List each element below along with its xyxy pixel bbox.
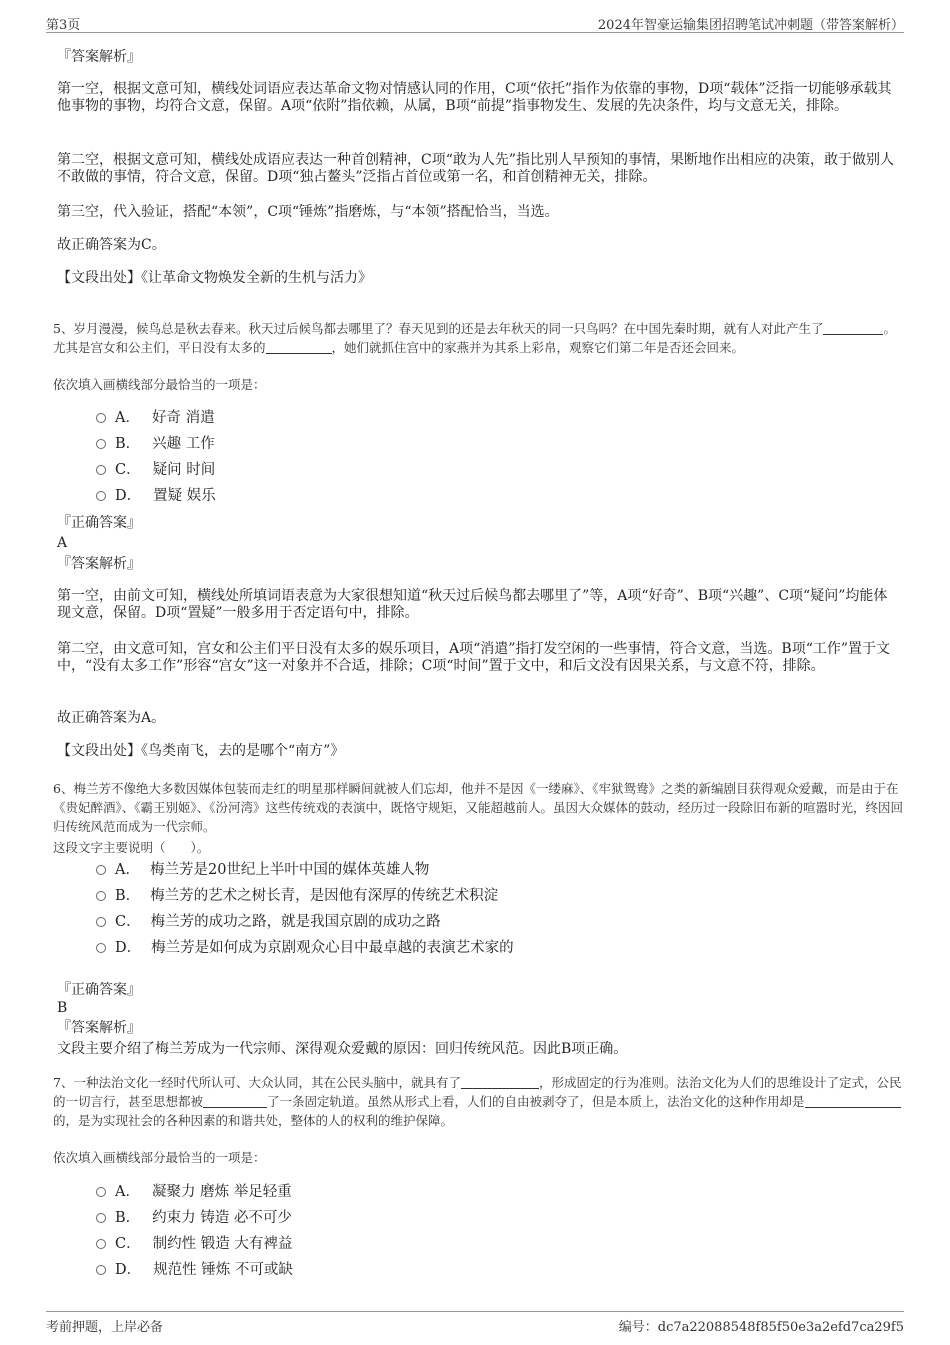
footer-slogan: 考前押题，上岸必备 — [46, 1320, 164, 1335]
q7-prompt: 依次填入画横线部分最恰当的一项是： — [53, 1150, 266, 1165]
q6-option-d[interactable]: D． 梅兰芳是如何成为京剧观众心目中最卓越的表演艺术家的 — [96, 938, 514, 958]
q4-source: 【文段出处】《让革命文物焕发全新的生机与活力》 — [57, 270, 372, 286]
q7-option-d[interactable]: D． 规范性 锤炼 不可或缺 — [96, 1260, 293, 1280]
q5-option-a[interactable]: A． 好奇 消遣 — [96, 408, 215, 428]
q7-option-a[interactable]: A． 凝聚力 磨炼 举足轻重 — [96, 1182, 292, 1202]
q5-conclusion: 故正确答案为A。 — [57, 710, 166, 726]
radio-icon[interactable] — [96, 1213, 106, 1223]
q7-option-b[interactable]: B． 约束力 铸造 必不可少 — [96, 1208, 292, 1228]
q6-option-b[interactable]: B． 梅兰芳的艺术之树长青，是因他有深厚的传统艺术积淀 — [96, 886, 498, 906]
q6-analysis: 文段主要介绍了梅兰芳成为一代宗师、深得观众爱戴的原因：回归传统风范。因此B项正确。 — [57, 1041, 628, 1057]
q5-analysis-p2: 第二空，由文意可知，宫女和公主们平日没有太多的娱乐项目，A项“消遣”指打发空闲的一些事情，符合文意，当选。B项“工作”置于文中，“没有太多工作”形容“宫女”这一对象并不合适，排除；C项“时间”置于文中，和后文没有因果关系，与文意不符，排除。 — [57, 641, 891, 674]
page-number: 第3页 — [46, 18, 81, 33]
blank — [805, 1094, 901, 1108]
document-title: 2024年智豪运输集团招聘笔试冲刺题（带答案解析） — [597, 18, 904, 33]
q4-analysis-p2: 第二空，根据文意可知，横线处成语应表达一种首创精神，C项“敢为人先”指比别人早预知的事情，果断地作出相应的决策，敢于做别人不敢做的事情，符合文意，保留。D项“独占鳌头”泛指占首位或第一名，和首创精神无关，排除。 — [57, 152, 895, 185]
blank — [823, 321, 883, 335]
radio-icon[interactable] — [96, 1239, 106, 1249]
radio-icon[interactable] — [96, 865, 106, 875]
blank — [203, 1094, 267, 1108]
radio-icon[interactable] — [96, 439, 106, 449]
radio-icon[interactable] — [96, 943, 106, 953]
q6-option-a[interactable]: A． 梅兰芳是20世纪上半叶中国的媒体英雄人物 — [96, 860, 429, 880]
q5-prompt: 依次填入画横线部分最恰当的一项是： — [53, 377, 266, 392]
page-header — [46, 10, 904, 33]
q5-option-d[interactable]: D． 置疑 娱乐 — [96, 486, 216, 506]
q5-analysis-p1: 第一空，由前文可知，横线处所填词语表意为大家很想知道“秋天过后候鸟都去哪里了”等，A项“好奇”、B项“兴趣”、C项“疑问”均能体现文意，保留。D项“置疑”一般多用于否定语句中，排除。 — [57, 588, 888, 621]
q5-question: 5、岁月漫漫，候鸟总是秋去春来。秋天过后候鸟都去哪里了？春天见到的还是去年秋天的同一只鸟吗？在中国先秦时期，就有人对此产生了 。尤其是宫女和公主们，平日没有太多的 ，她们就抓住宫中的家燕并为其系上彩帛，观察它们第二年是否还会回来。 — [53, 321, 896, 355]
q5-option-c[interactable]: C． 疑问 时间 — [96, 460, 215, 480]
q4-analysis-p1: 第一空，根据文意可知，横线处词语应表达革命文物对情感认同的作用，C项“依托”指作为依靠的事物，D项“载体”泛指一切能够承载其他事物的事物，均符合文意，保留。A项“依附”指依赖，从属，B项“前提”指事物发生、发展的先决条件，均与文意无关，排除。 — [57, 81, 892, 114]
blank — [461, 1075, 539, 1089]
radio-icon[interactable] — [96, 465, 106, 475]
q4-analysis-p3: 第三空，代入验证，搭配“本领”，C项“锤炼”指磨炼，与“本领”搭配恰当，当选。 — [57, 204, 559, 220]
radio-icon[interactable] — [96, 917, 106, 927]
q7-question: 7、一种法治文化一经时代所认可、大众认同，其在公民头脑中，就具有了 ，形成固定的行为准则。法治文化为人们的思维设计了定式，公民的一切言行，甚至思想都被 了一条固定轨道。虽然从形式上看，人们的自由被剥夺了，但是本质上，法治文化的这种作用却是的，是为实现社会的各种因素的和谐共处，整体的人的权利的维护保障。 — [53, 1075, 902, 1128]
q6-answer: B — [57, 1000, 68, 1016]
radio-icon[interactable] — [96, 1265, 106, 1275]
q4-analysis-label: 『答案解析』 — [57, 49, 141, 65]
q6-option-c[interactable]: C． 梅兰芳的成功之路，就是我国京剧的成功之路 — [96, 912, 441, 932]
q6-question: 6、梅兰芳不像绝大多数因媒体包装而走红的明星那样瞬间就被人们忘却，他并不是因《一缕麻》、《牢狱鸳鸯》之类的新编剧目获得观众爱戴，而是由于在《贵妃醉酒》、《霸王别姬》、《汾河湾》这些传统戏的表演中，既恪守规矩，又能超越前人。虽因大众媒体的鼓动，经历过一段除旧布新的喧嚣时光，终因回归传统风范而成为一代宗师。 — [53, 781, 904, 834]
q5-source: 【文段出处】《鸟类南飞，去的是哪个“南方”》 — [57, 743, 345, 759]
q5-answer-label: 『正确答案』 — [57, 515, 141, 531]
q6-answer-label: 『正确答案』 — [57, 982, 141, 998]
radio-icon[interactable] — [96, 1187, 106, 1197]
q6-prompt: 这段文字主要说明（ ）。 — [53, 840, 210, 855]
q4-conclusion: 故正确答案为C。 — [57, 237, 166, 253]
radio-icon[interactable] — [96, 491, 106, 501]
document-code: 编号：dc7a22088548f85f50e3a2efd7ca29f5 — [618, 1320, 904, 1335]
radio-icon[interactable] — [96, 413, 106, 423]
radio-icon[interactable] — [96, 891, 106, 901]
q5-analysis-label: 『答案解析』 — [57, 556, 141, 572]
page-footer — [46, 1311, 904, 1338]
q7-option-c[interactable]: C． 制约性 锻造 大有裨益 — [96, 1234, 292, 1254]
q5-option-b[interactable]: B． 兴趣 工作 — [96, 434, 215, 454]
blank — [266, 340, 332, 354]
q6-analysis-label: 『答案解析』 — [57, 1020, 141, 1036]
q5-answer: A — [57, 535, 68, 551]
